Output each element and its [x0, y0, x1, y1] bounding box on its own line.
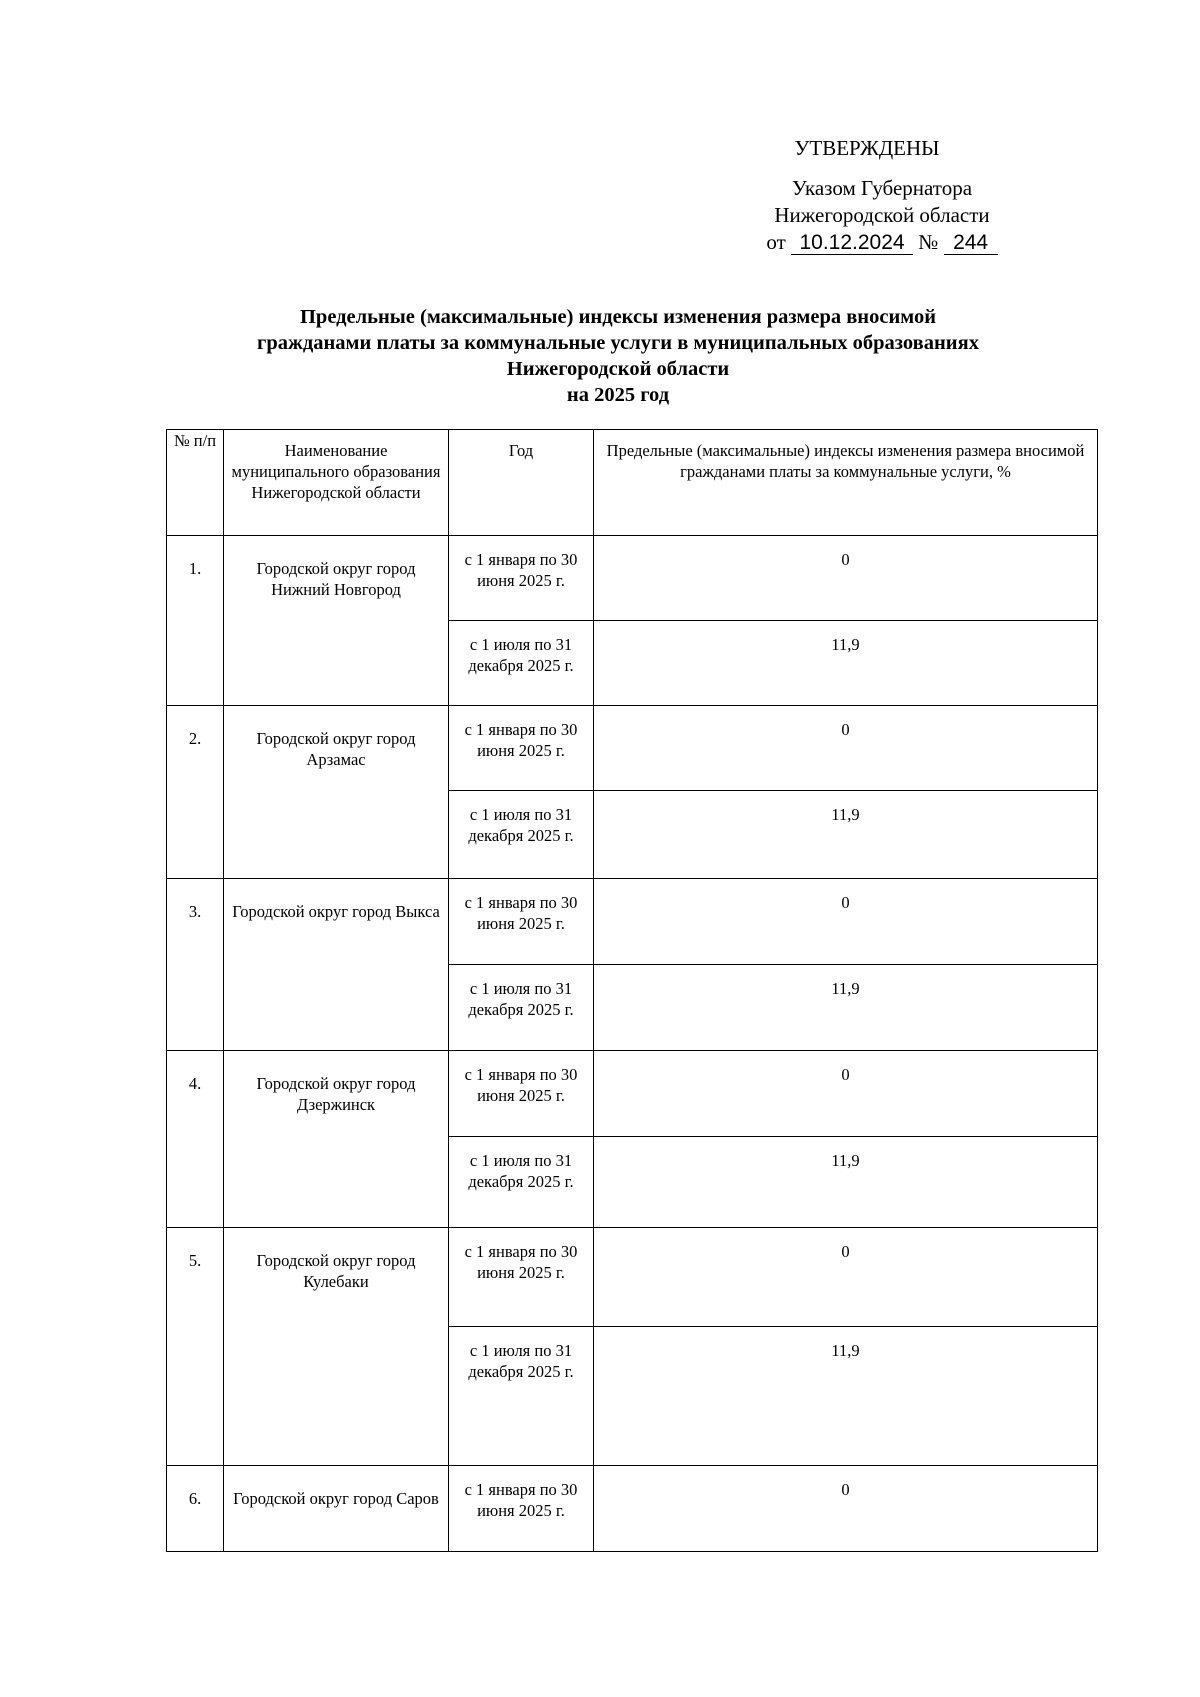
header-index: Предельные (максимальные) индексы изменения размера вносимой гражданами платы за коммунальные услуги, % — [594, 430, 1098, 536]
period-cell: с 1 июля по 31 декабря 2025 г. — [449, 621, 594, 706]
period-cell: с 1 июля по 31 декабря 2025 г. — [449, 791, 594, 879]
row-number: 3. — [167, 879, 224, 1051]
table-row — [167, 536, 1098, 621]
period-cell: с 1 января по 30 июня 2025 г. — [449, 706, 594, 791]
table-row — [167, 1228, 1098, 1327]
period-cell: с 1 июля по 31 декабря 2025 г. — [449, 1327, 594, 1466]
row-number: 6. — [167, 1466, 224, 1552]
index-value: 0 — [594, 879, 1098, 965]
index-value: 11,9 — [594, 1137, 1098, 1228]
approval-block — [752, 136, 1012, 256]
approval-signature-line — [752, 229, 1012, 256]
period-cell: с 1 января по 30 июня 2025 г. — [449, 879, 594, 965]
table-header-row — [167, 430, 1098, 536]
municipality-name: Городской округ город Кулебаки — [224, 1228, 449, 1466]
approval-issuer-line2: Нижегородской области — [774, 203, 990, 227]
index-table — [166, 429, 1098, 1552]
table-row — [167, 879, 1098, 965]
from-label: от — [766, 230, 786, 254]
municipality-name: Городской округ город Арзамас — [224, 706, 449, 879]
period-cell: с 1 июля по 31 декабря 2025 г. — [449, 1137, 594, 1228]
index-value: 11,9 — [594, 791, 1098, 879]
approved-heading: УТВЕРЖДЕНЫ — [794, 136, 940, 160]
index-value: 0 — [594, 536, 1098, 621]
title-line-4: на 2025 год — [566, 384, 670, 406]
table-row — [167, 1051, 1098, 1137]
title-line-3: Нижегородской области — [506, 358, 730, 380]
number-label: № — [918, 230, 939, 254]
header-year: Год — [449, 430, 594, 536]
approval-issuer-line1: Указом Губернатора — [791, 176, 973, 200]
title-line-2: гражданами платы за коммунальные услуги в муниципальных образованиях — [257, 332, 979, 354]
decree-number: 244 — [944, 232, 998, 255]
decree-date: 10.12.2024 — [791, 232, 913, 255]
period-cell: с 1 июля по 31 декабря 2025 г. — [449, 965, 594, 1051]
table-row — [167, 706, 1098, 791]
index-value: 11,9 — [594, 1327, 1098, 1466]
municipality-name: Городской округ город Нижний Новгород — [224, 536, 449, 706]
municipality-name: Городской округ город Выкса — [224, 879, 449, 1051]
document-title — [150, 304, 1086, 408]
row-number: 1. — [167, 536, 224, 706]
row-number: 5. — [167, 1228, 224, 1466]
municipality-name: Городской округ город Дзержинск — [224, 1051, 449, 1228]
municipality-name: Городской округ город Саров — [224, 1466, 449, 1552]
index-value: 0 — [594, 1228, 1098, 1327]
index-value: 0 — [594, 1051, 1098, 1137]
period-cell: с 1 января по 30 июня 2025 г. — [449, 1466, 594, 1552]
row-number: 4. — [167, 1051, 224, 1228]
index-value: 0 — [594, 1466, 1098, 1552]
table-row — [167, 1466, 1098, 1552]
title-line-1: Предельные (максимальные) индексы изменения размера вносимой — [299, 306, 937, 328]
index-value: 11,9 — [594, 965, 1098, 1051]
header-name: Наименование муниципального образования Нижегородской области — [224, 430, 449, 536]
index-value: 11,9 — [594, 621, 1098, 706]
row-number: 2. — [167, 706, 224, 879]
period-cell: с 1 января по 30 июня 2025 г. — [449, 536, 594, 621]
index-value: 0 — [594, 706, 1098, 791]
period-cell: с 1 января по 30 июня 2025 г. — [449, 1051, 594, 1137]
header-num: № п/п — [167, 430, 224, 536]
period-cell: с 1 января по 30 июня 2025 г. — [449, 1228, 594, 1327]
